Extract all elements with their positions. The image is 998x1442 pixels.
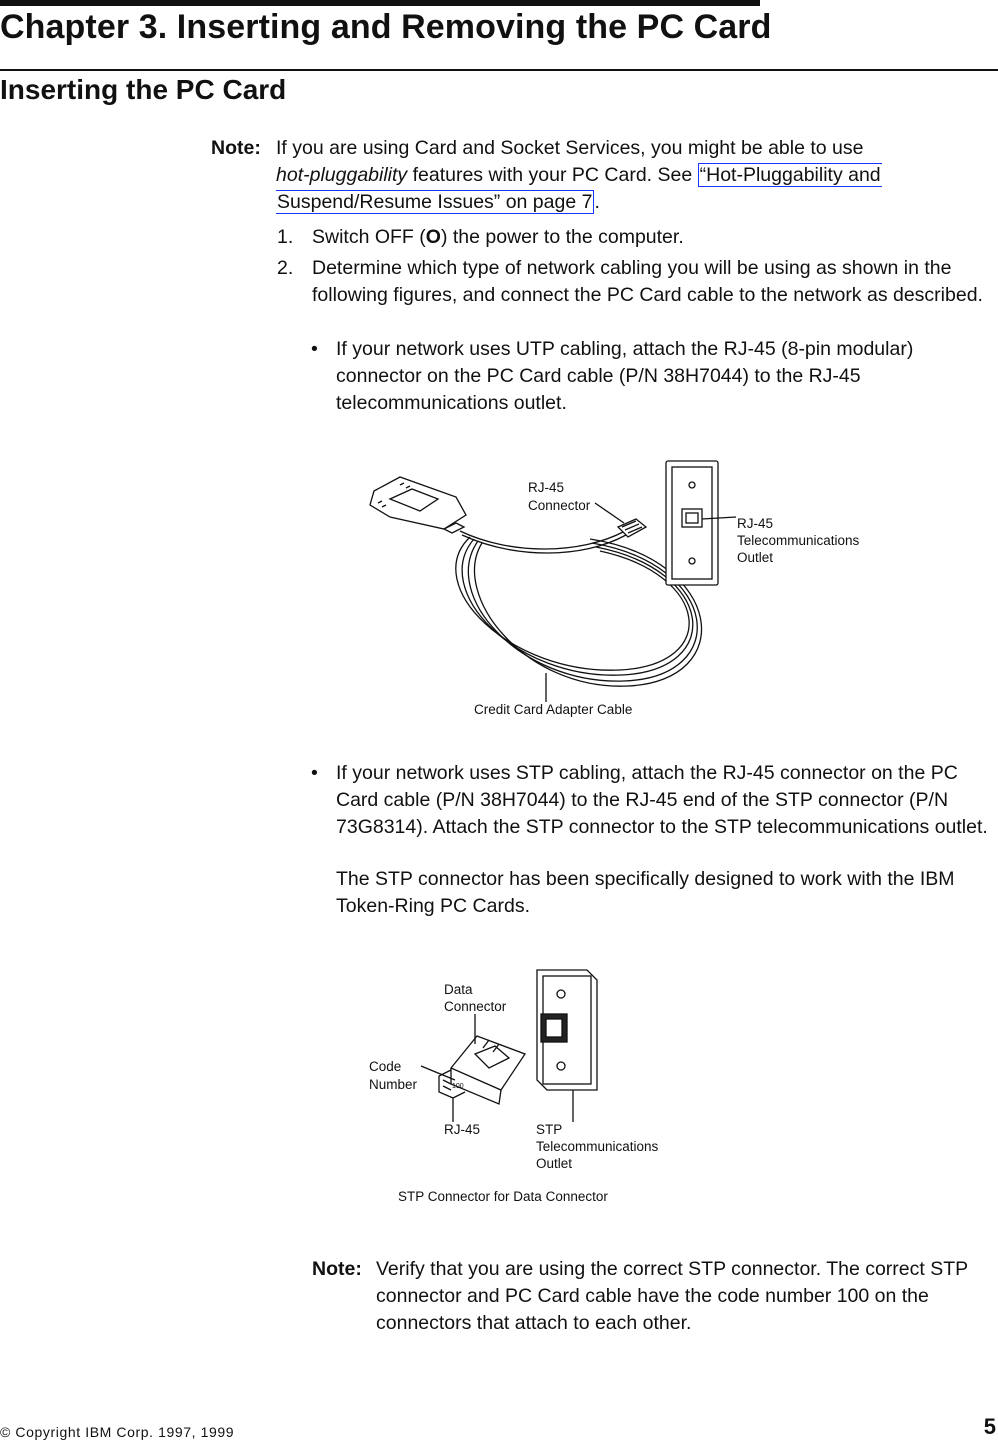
section-rule — [0, 69, 998, 71]
fig1-caption: Credit Card Adapter Cable — [474, 702, 633, 717]
off-symbol: O — [425, 226, 441, 248]
note-label: Note: — [211, 137, 261, 159]
footer-copyright: © Copyright IBM Corp. 1997, 1999 — [0, 1424, 235, 1440]
fig2-label-stp-telecom: Telecommunications — [536, 1139, 659, 1154]
step-text: Determine which type of network cabling you will be using as shown in the following figures, and connect the PC Card cable to the network as described. — [312, 257, 983, 306]
fig2-label-code: Code — [369, 1059, 402, 1074]
fig2-label-stp-outlet: Outlet — [536, 1156, 573, 1171]
figure-stp-connector — [365, 962, 675, 1207]
footer-page-number: 5 — [983, 1414, 996, 1439]
note-label: Note: — [312, 1258, 362, 1280]
section-title: Inserting the PC Card — [0, 74, 287, 105]
stp-connector-illustration — [365, 962, 675, 1207]
step-1-text-a: Switch OFF ( — [312, 226, 426, 248]
fig2-code-mark: 100 — [452, 1083, 464, 1090]
note-body — [276, 135, 956, 216]
fig1-label-connector: Connector — [528, 498, 591, 513]
bullet-icon: • — [311, 338, 318, 360]
fig2-label-stp: STP — [536, 1122, 563, 1137]
step-text — [312, 224, 987, 251]
fig2-caption: STP Connector for Data Connector — [398, 1189, 608, 1204]
utp-cable-illustration — [360, 455, 880, 720]
bullet-text: If your network uses UTP cabling, attach the RJ-45 (8-pin modular) connector on the PC Card cable (P/N 38H7044) to the RJ-45 telecommunications outlet. — [336, 338, 914, 414]
hot-pluggability-link[interactable]: “Hot-Pluggability and — [699, 164, 881, 186]
chapter-top-bar — [0, 0, 760, 6]
step-number: 2. — [277, 257, 294, 279]
note-body: Verify that you are using the correct STP connector. The correct STP connector and PC Card cable have the code number 100 on the connectors that attach to each other. — [376, 1258, 968, 1334]
stp-connector-paragraph: The STP connector has been specifically designed to work with the IBM Token-Ring PC Cards. — [336, 868, 955, 917]
fig2-label-data-connector: Connector — [444, 999, 507, 1014]
hot-pluggability-link-continued[interactable]: Suspend/Resume Issues” on page 7 — [277, 191, 593, 213]
step-1-text-b: ) the power to the computer. — [440, 226, 684, 248]
hot-pluggability-term: hot-pluggability — [276, 164, 408, 186]
note-text-2: features with your PC Card. See — [407, 164, 698, 186]
fig2-label-code-number: Number — [369, 1077, 418, 1092]
step-number: 1. — [277, 226, 294, 248]
figure-utp-cable — [360, 455, 880, 720]
fig1-label-outlet-rj45: RJ-45 — [737, 516, 774, 531]
note-text-1: If you are using Card and Socket Services, you might be able to use — [276, 137, 864, 159]
fig1-label-outlet: Outlet — [737, 550, 774, 565]
note-text-3: . — [594, 191, 600, 213]
bullet-text: If your network uses STP cabling, attach the RJ-45 connector on the PC Card cable (P/N 38H7044) to the RJ-45 end of the STP connector (P/N 73G8314). Attach the STP connector to the STP telecommunications outlet. — [336, 762, 988, 838]
chapter-title: Chapter 3. Inserting and Removing the PC Card — [0, 8, 772, 46]
bullet-icon: • — [311, 762, 318, 784]
fig1-label-outlet-telecom: Telecommunications — [737, 533, 860, 548]
fig2-label-rj45: RJ-45 — [444, 1122, 481, 1137]
fig1-label-rj45: RJ-45 — [528, 480, 565, 495]
fig2-label-data: Data — [444, 982, 473, 997]
